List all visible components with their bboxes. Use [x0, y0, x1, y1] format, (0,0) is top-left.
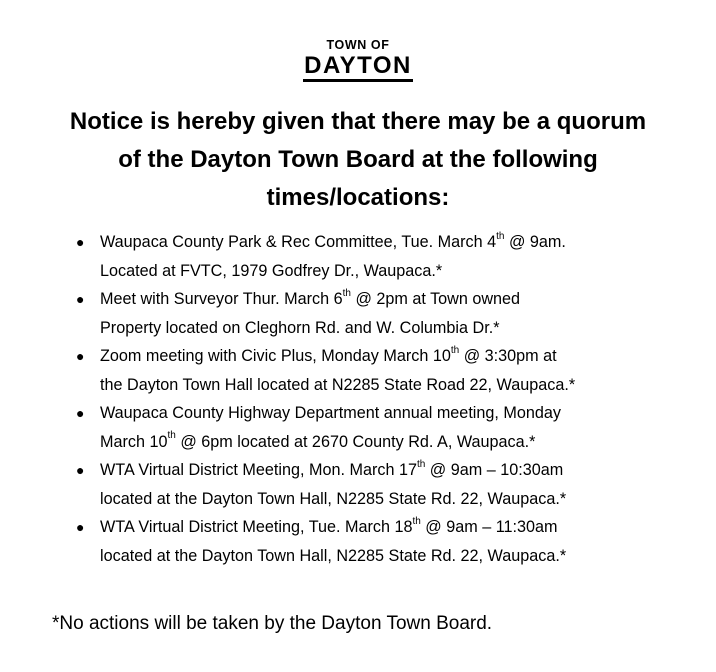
item-line-2: located at the Dayton Town Hall, N2285 State Rd. 22, Waupaca.* — [100, 489, 567, 508]
bullet-icon: ● — [76, 462, 85, 478]
logo-dayton-text: DAYTON — [303, 53, 413, 82]
logo-dayton — [0, 52, 716, 82]
meeting-list — [68, 228, 688, 570]
item-line-1: WTA Virtual District Meeting, Mon. March 17th @ 9am – 10:30am — [100, 458, 564, 479]
bullet-icon: ● — [76, 234, 85, 250]
headline-line-3: times/locations: — [266, 184, 450, 211]
bullet-icon: ● — [76, 405, 85, 421]
notice-headline — [30, 103, 686, 217]
item-line-1: Zoom meeting with Civic Plus, Monday March 10th @ 3:30pm at — [100, 344, 557, 365]
logo-town-of: TOWN OF — [326, 38, 390, 52]
item-line-1: WTA Virtual District Meeting, Tue. March 18th @ 9am – 11:30am — [100, 515, 558, 536]
item-line-2: Property located on Cleghorn Rd. and W. Columbia Dr.* — [100, 318, 500, 337]
list-item-wta-march-17 — [68, 456, 688, 513]
item-line-1: Waupaca County Highway Department annual meeting, Monday — [100, 404, 561, 422]
bullet-icon: ● — [76, 348, 85, 364]
headline-line-2: of the Dayton Town Board at the following — [118, 146, 598, 173]
item-line-2: located at the Dayton Town Hall, N2285 State Rd. 22, Waupaca.* — [100, 546, 567, 565]
item-line-1: Meet with Surveyor Thur. March 6th @ 2pm at Town owned — [100, 287, 521, 308]
list-item-surveyor — [68, 285, 688, 342]
bullet-icon: ● — [76, 519, 85, 535]
item-line-2: Located at FVTC, 1979 Godfrey Dr., Waupaca.* — [100, 261, 443, 280]
item-line-1: Waupaca County Park & Rec Committee, Tue. March 4th @ 9am. — [100, 230, 566, 251]
list-item-park-rec — [68, 228, 688, 285]
list-item-zoom-meeting — [68, 342, 688, 399]
item-line-2: March 10th @ 6pm located at 2670 County Rd. A, Waupaca.* — [100, 430, 536, 451]
item-line-2: the Dayton Town Hall located at N2285 State Road 22, Waupaca.* — [100, 375, 576, 394]
footnote: *No actions will be taken by the Dayton Town Board. — [52, 613, 493, 634]
list-item-highway-department — [68, 399, 688, 456]
headline-line-1: Notice is hereby given that there may be a quorum — [69, 108, 647, 135]
list-item-wta-march-18 — [68, 513, 688, 570]
bullet-icon: ● — [76, 291, 85, 307]
